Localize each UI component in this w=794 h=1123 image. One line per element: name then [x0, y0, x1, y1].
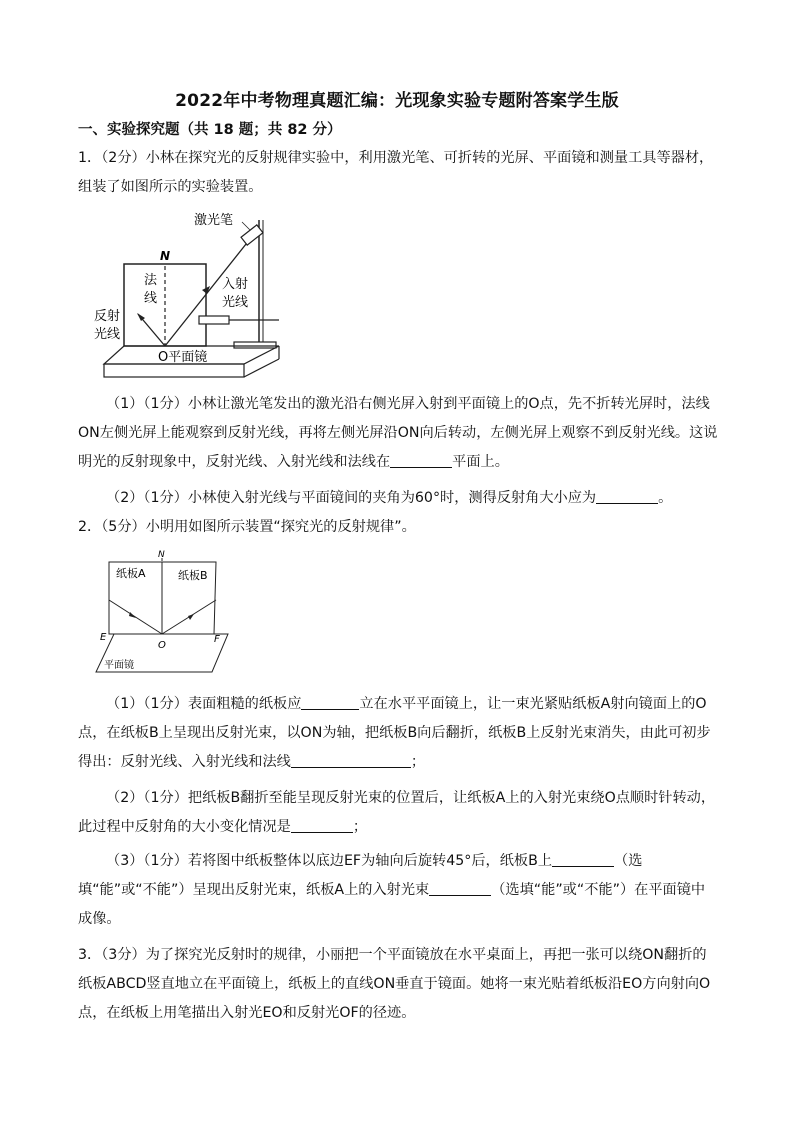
q1-label-normal-2: 线 [144, 291, 158, 306]
q2-part2-blank[interactable] [291, 818, 353, 833]
q1-clamp [199, 316, 229, 324]
q2-part3-blank-1[interactable] [552, 852, 614, 867]
q1-part1-blank[interactable] [390, 453, 452, 468]
section-heading: 一、实验探究题（共 18 题；共 82 分） [78, 122, 342, 138]
q1-part2-text: （2）（1分）小林使入射光线与平面镜间的夹角为60°时，测得反射角大小应为 [106, 490, 597, 506]
q1-part1 [78, 390, 718, 477]
q1-part2 [78, 484, 718, 513]
q2-part1-tail: ； [410, 754, 426, 770]
q1-label-reflected-2: 光线 [94, 327, 121, 342]
q2-part2-tail: ； [352, 819, 368, 835]
q2-incident-ray [109, 600, 162, 634]
q3-stem: 3．（3分）为了探究光反射时的规律，小丽把一个平面镜放在水平桌面上，再把一张可以绕ON翻折的纸板ABCD竖直地立在平面镜上，纸板上的直线ON垂直于镜面。她将一束光贴着纸板沿EO方向射向O点，在纸板上用笔描出入射光EO和反射光OF的径迹。 [78, 947, 711, 1021]
q1-part1-text: （1）（1分）小林让激光笔发出的激光沿右侧光屏入射到平面镜上的O点，先不折转光屏时，法线ON左侧光屏上能观察到反射光线，再将左侧光屏沿ON向后转动，左侧光屏上观察不到反射光线。这说明光的反射现象中，反射光线、入射光线和法线在 [78, 396, 718, 470]
q2-label-board-b: 纸板B [178, 569, 208, 582]
q1-label-incident-2: 光线 [222, 295, 249, 310]
q1-label-n: N [160, 249, 171, 263]
q1-figure [94, 206, 294, 384]
q2-part1 [78, 690, 718, 777]
q2-label-f: F [214, 634, 220, 645]
q1-stand-base [234, 342, 276, 348]
q1-base-plate-edge [104, 364, 244, 377]
q1-label-laser: 激光笔 [194, 213, 234, 228]
q2-label-n: N [158, 550, 165, 560]
q2-part1-blank-1[interactable] [301, 695, 359, 710]
q2-part3-text: （3）（1分）若将图中纸板整体以底边EF为轴向后旋转45°后，纸板B上 [106, 853, 553, 869]
q2-label-board-a: 纸板A [116, 567, 146, 580]
q2-part3-mid: （选填“能”或“不能”）呈现出反射光束，纸板A上的入射光束 [78, 853, 643, 898]
q1-part1-tail: 平面上。 [452, 454, 509, 470]
q2-part3-blank-2[interactable] [429, 881, 491, 896]
q2-part1-blank-2[interactable] [291, 753, 411, 768]
q2-part3 [78, 847, 718, 934]
q1-label-incident-1: 入射 [222, 277, 249, 292]
q2-label-e: E [100, 632, 107, 643]
q1-part2-tail: 。 [658, 490, 673, 506]
q2-label-mirror: 平面镜 [104, 660, 134, 671]
q2-part3-tail: （选填“能”或“不能”）在平面镜中成像。 [78, 882, 706, 927]
q1-label-reflected-1: 反射 [94, 309, 121, 324]
q1-label-mirror: O平面镜 [158, 350, 208, 365]
q2-part2 [78, 784, 718, 842]
q2-part2-text: （2）（1分）把纸板B翻折至能呈现反射光束的位置后，让纸板A上的入射光束绕O点顺时针转动，此过程中反射角的大小变化情况是 [78, 790, 716, 835]
q1-stem: 1．（2分）小林在探究光的反射规律实验中，利用激光笔、可折转的光屏、平面镜和测量工具等器材，组装了如图所示的实验装置。 [78, 150, 714, 195]
q1-part2-blank[interactable] [596, 489, 658, 504]
q2-figure [94, 548, 244, 680]
q2-part1-mid: 立在水平平面镜上，让一束光紧贴纸板A射向镜面上的O点，在纸板B上呈现出反射光束，以ON为轴，把纸板B向后翻折，纸板B上反射光束消失，由此可初步得出：反射光线、入射光线和法线 [78, 696, 711, 770]
page-title: 2022年中考物理真题汇编：光现象实验专题附答案学生版 [175, 91, 619, 111]
q2-stem: 2．（5分）小明用如图所示装置“探究光的反射规律”。 [78, 519, 416, 535]
q1-label-normal-1: 法 [144, 273, 158, 288]
q2-part1-text: （1）（1分）表面粗糙的纸板应 [106, 696, 302, 712]
q2-label-o: O [158, 640, 166, 651]
